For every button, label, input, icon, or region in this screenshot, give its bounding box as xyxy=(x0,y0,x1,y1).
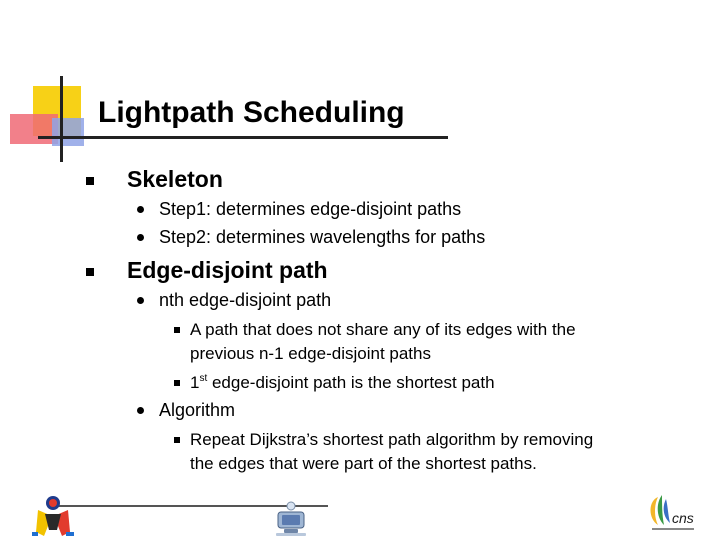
svg-text:cns: cns xyxy=(672,510,694,526)
bullet-square-icon xyxy=(86,177,94,185)
bullet-square-small-icon xyxy=(174,380,180,386)
cns-logo-icon xyxy=(646,493,700,533)
title-decoration-blue xyxy=(52,118,84,146)
computer-icon xyxy=(274,500,308,536)
bullet-dot-icon xyxy=(137,206,144,213)
bullet-square-small-icon xyxy=(174,437,180,443)
slide-title: Lightpath Scheduling xyxy=(98,96,405,129)
title-decoration-vertical-line xyxy=(60,76,63,162)
bullet-square-icon xyxy=(86,268,94,276)
text-path-definition-line1: A path that does not share any of its edges with the xyxy=(190,320,576,339)
bullet-algorithm: Algorithm xyxy=(159,400,236,420)
bullet-step2: Step2: determines wavelengths for paths xyxy=(159,227,486,247)
bullet-dot-icon xyxy=(137,407,144,414)
title-decoration-red xyxy=(10,114,58,144)
text-first-path-shortest: 1st edge-disjoint path is the shortest path xyxy=(190,373,495,392)
bullet-dot-icon xyxy=(137,234,144,241)
title-underline xyxy=(38,136,448,139)
text-path-definition-line2: previous n-1 edge-disjoint paths xyxy=(190,344,431,363)
mascot-icon xyxy=(30,492,76,538)
bullet-step1: Step1: determines edge-disjoint paths xyxy=(159,199,462,219)
text-algorithm-line1: Repeat Dijkstra’s shortest path algorithm by removing xyxy=(190,430,594,449)
bullet-nth-edge-disjoint-path: nth edge-disjoint path xyxy=(159,290,332,310)
bullet-square-small-icon xyxy=(174,327,180,333)
text-algorithm-line2: the edges that were part of the shortest paths. xyxy=(190,454,537,473)
bullet-dot-icon xyxy=(137,297,144,304)
bullet-edge-disjoint-path: Edge-disjoint path xyxy=(127,257,328,283)
bullet-skeleton: Skeleton xyxy=(127,166,223,192)
